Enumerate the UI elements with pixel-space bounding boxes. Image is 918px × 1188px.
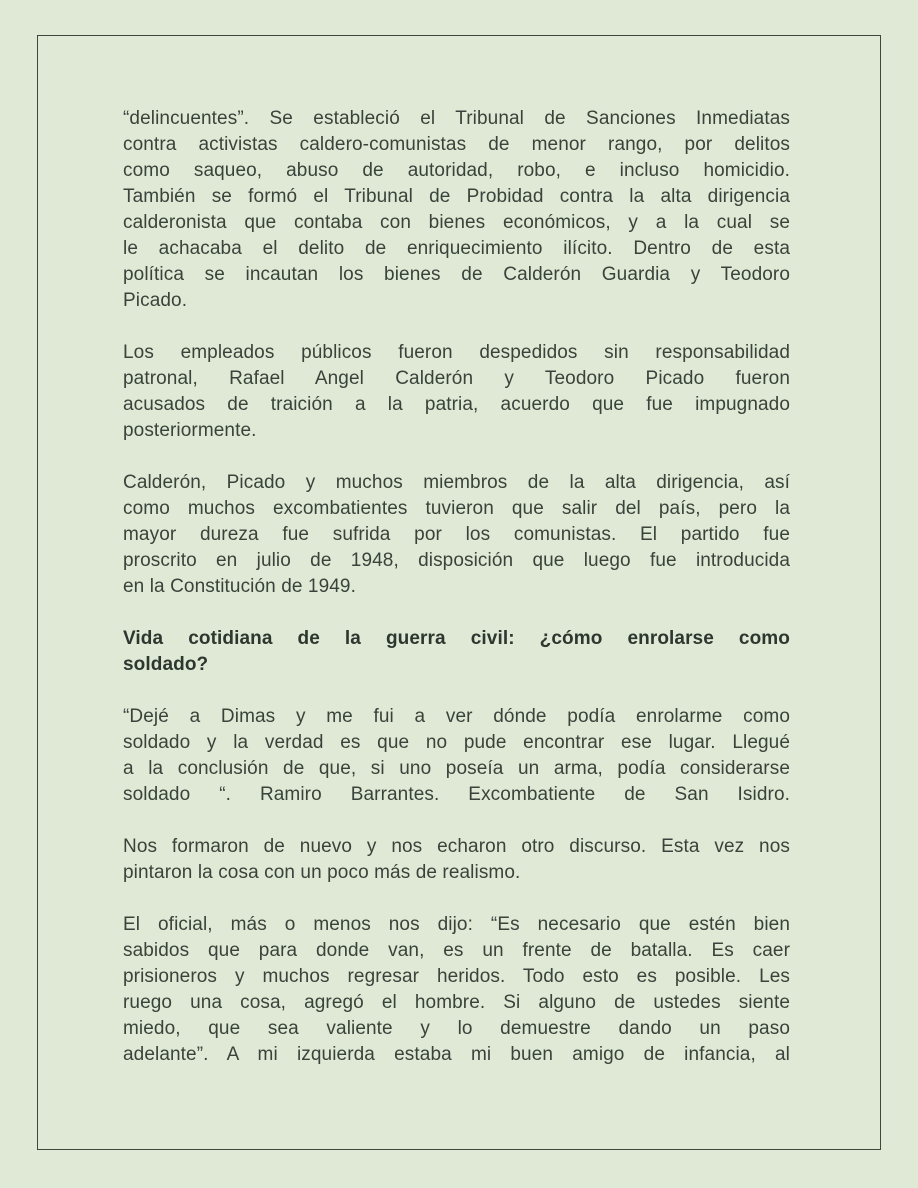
text-line: prisioneros y muchos regresar heridos. Todo esto es posible. Les bbox=[123, 966, 790, 987]
text-line: soldado “. Ramiro Barrantes. Excombatiente de San Isidro. bbox=[123, 784, 790, 805]
text-line: ruego una cosa, agregó el hombre. Si alguno de ustedes siente bbox=[123, 992, 790, 1013]
paragraph bbox=[123, 470, 790, 600]
text-line: adelante”. A mi izquierda estaba mi buen amigo de infancia, al bbox=[123, 1044, 790, 1065]
paragraph bbox=[123, 340, 790, 444]
text-line: como saqueo, abuso de autoridad, robo, e incluso homicidio. bbox=[123, 160, 790, 181]
text-line: posteriormente. bbox=[123, 420, 257, 441]
text-line: calderonista que contaba con bienes económicos, y a la cual se bbox=[123, 212, 790, 233]
paragraph bbox=[123, 912, 790, 1068]
text-line: como muchos excombatientes tuvieron que salir del país, pero la bbox=[123, 498, 790, 519]
text-line: en la Constitución de 1949. bbox=[123, 576, 356, 597]
text-line: También se formó el Tribunal de Probidad contra la alta dirigencia bbox=[123, 186, 790, 207]
text-line: soldado y la verdad es que no pude encontrar ese lugar. Llegué bbox=[123, 732, 790, 753]
text-line: Picado. bbox=[123, 290, 188, 311]
text-line: soldado? bbox=[123, 654, 209, 675]
paragraph bbox=[123, 834, 790, 886]
text-line: patronal, Rafael Angel Calderón y Teodoro Picado fueron bbox=[123, 368, 790, 389]
section-heading bbox=[123, 626, 790, 678]
text-line: sabidos que para donde van, es un frente de batalla. Es caer bbox=[123, 940, 790, 961]
text-line: “Dejé a Dimas y me fui a ver dónde podía enrolarme como bbox=[123, 706, 790, 727]
document-text bbox=[123, 106, 790, 1068]
paragraph bbox=[123, 106, 790, 314]
text-line: le achacaba el delito de enriquecimiento ilícito. Dentro de esta bbox=[123, 238, 790, 259]
text-line: política se incautan los bienes de Calderón Guardia y Teodoro bbox=[123, 264, 790, 285]
text-line: acusados de traición a la patria, acuerdo que fue impugnado bbox=[123, 394, 790, 415]
text-line: El oficial, más o menos nos dijo: “Es necesario que estén bien bbox=[123, 914, 790, 935]
text-line: mayor dureza fue sufrida por los comunistas. El partido fue bbox=[123, 524, 790, 545]
text-line: Calderón, Picado y muchos miembros de la alta dirigencia, así bbox=[123, 472, 790, 493]
text-line: pintaron la cosa con un poco más de realismo. bbox=[123, 862, 521, 883]
text-line: Los empleados públicos fueron despedidos sin responsabilidad bbox=[123, 342, 790, 363]
page-border-frame bbox=[37, 35, 881, 1150]
text-line: Nos formaron de nuevo y nos echaron otro discurso. Esta vez nos bbox=[123, 836, 790, 857]
text-line: contra activistas caldero-comunistas de menor rango, por delitos bbox=[123, 134, 790, 155]
text-line: a la conclusión de que, si uno poseía un arma, podía considerarse bbox=[123, 758, 790, 779]
paragraph bbox=[123, 704, 790, 808]
text-line: miedo, que sea valiente y lo demuestre dando un paso bbox=[123, 1018, 790, 1039]
text-line: proscrito en julio de 1948, disposición que luego fue introducida bbox=[123, 550, 790, 571]
text-line: Vida cotidiana de la guerra civil: ¿cómo enrolarse como bbox=[123, 628, 790, 649]
text-line: “delincuentes”. Se estableció el Tribunal de Sanciones Inmediatas bbox=[123, 108, 790, 129]
